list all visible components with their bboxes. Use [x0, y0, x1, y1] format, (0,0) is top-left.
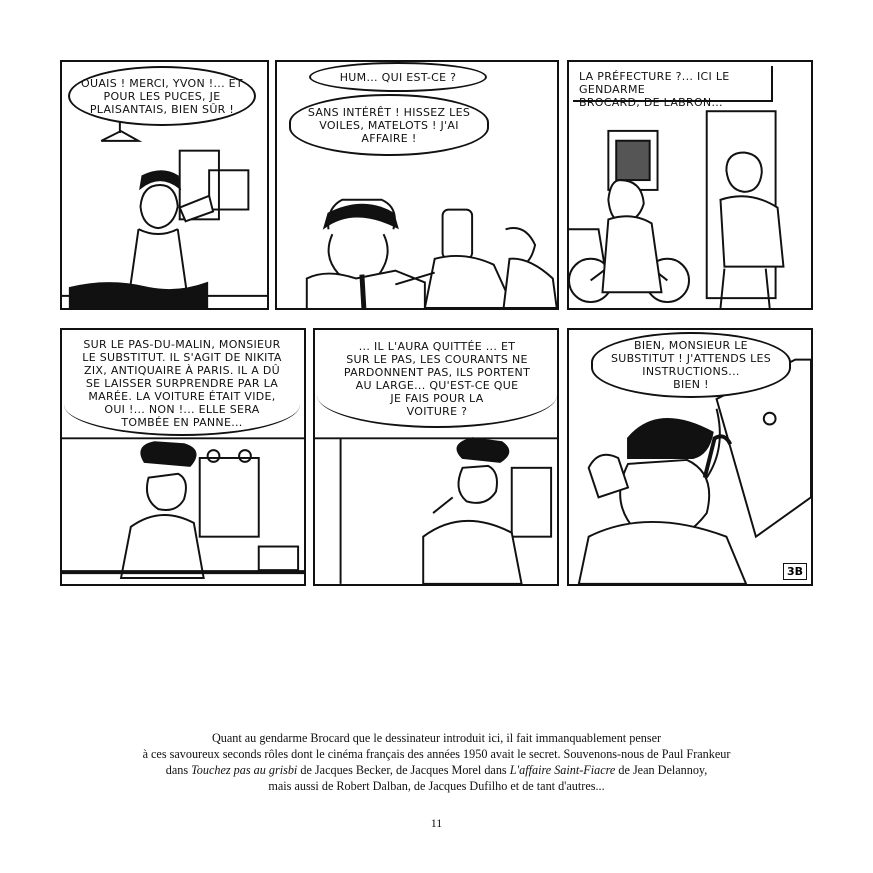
- caption-box: LA PRÉFECTURE ?... ICI LE GENDARME BROCARD, DE LABRON...: [573, 66, 773, 102]
- commentary-line-3: dans Touchez pas au grisbi de Jacques Becker, de Jacques Morel dans L'affaire Saint-Fiacre de Jean Delannoy,: [165, 763, 708, 777]
- speech-bubble-bottom: SANS INTÉRÊT ! HISSEZ LES VOILES, MATELOTS ! J'AI AFFAIRE !: [289, 94, 489, 156]
- film-title: Touchez pas au grisbi: [191, 763, 298, 777]
- speech-bubble: BIEN, MONSIEUR LE SUBSTITUT ! J'ATTENDS LES INSTRUCTIONS... BIEN !: [591, 332, 791, 398]
- commentary-text: [90, 730, 783, 794]
- comic-panel-4: [60, 328, 306, 586]
- comic-panel-2: [275, 60, 559, 310]
- speech-bubble: SUR LE PAS-DU-MALIN, MONSIEUR LE SUBSTITUT. IL S'AGIT DE NIKITA ZIX, ANTIQUAIRE À PARIS. IL A DÛ SE LAISSER SURPRENDRE PAR LA MARÉE. LA VOITURE ÉTAIT VIDE, OUI !... NON !... ELLE SERA TOMBÉE EN PANNE...: [64, 332, 300, 436]
- artist-signature: 3B: [783, 563, 807, 580]
- comic-panel-5: [313, 328, 559, 586]
- comic-panel-1: [60, 60, 269, 310]
- comic-panel-3: [567, 60, 813, 310]
- speech-bubble-top: HUM... QUI EST-CE ?: [309, 62, 487, 92]
- film-title: L'affaire Saint-Fiacre: [509, 763, 616, 777]
- speech-bubble: ... IL L'AURA QUITTÉE ... ET SUR LE PAS, LES COURANTS NE PARDONNENT PAS, ILS PORTENT AU LARGE... QU'EST-CE QUE JE FAIS POUR LA VOITURE ?: [317, 332, 557, 428]
- comic-panel-6: [567, 328, 813, 586]
- commentary-line-2: à ces savoureux seconds rôles dont le cinéma français des années 1950 avait le secret. Souvenons-nous de Paul Frankeur: [142, 747, 731, 761]
- commentary-line-4: mais aussi de Robert Dalban, de Jacques Dufilho et de tant d'autres...: [268, 779, 605, 793]
- speech-bubble: OUAIS ! MERCI, YVON !... ET POUR LES PUCES, JE PLAISANTAIS, BIEN SÛR !: [68, 66, 256, 126]
- page-number: 11: [430, 816, 443, 830]
- commentary-line-1: Quant au gendarme Brocard que le dessinateur introduit ici, il fait immanquablement penser: [211, 731, 662, 745]
